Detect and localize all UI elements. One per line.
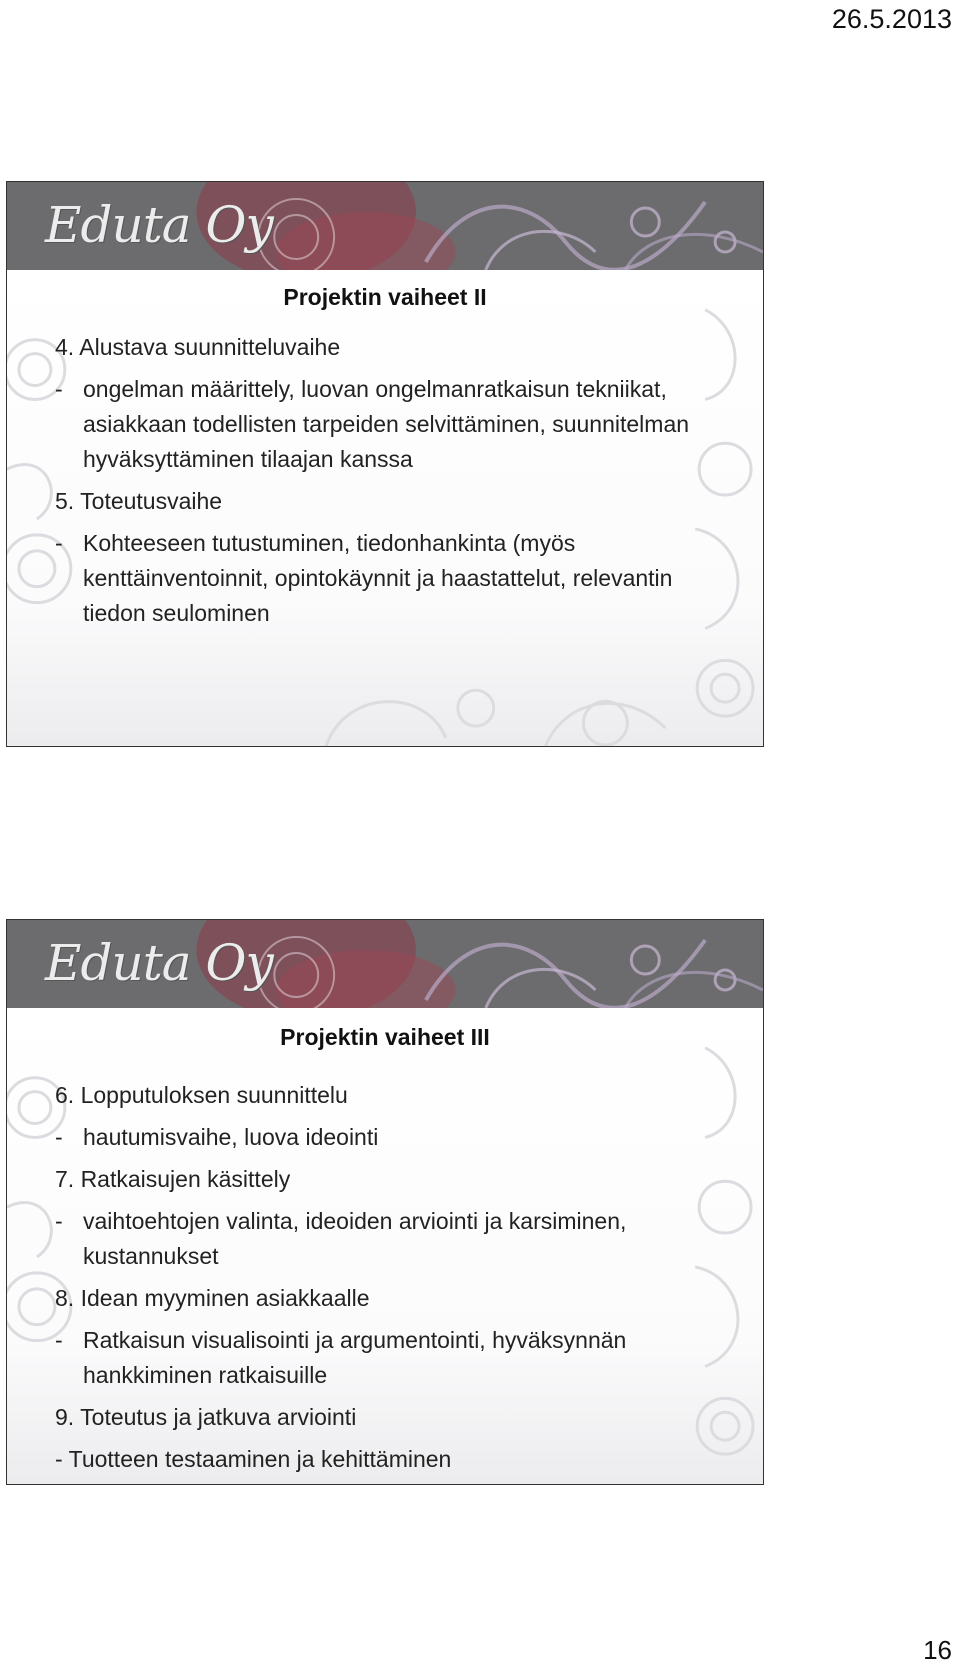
slide-projektin-vaiheet-3 — [6, 919, 764, 1485]
phase-detail: - vaihtoehtojen valinta, ideoiden arviointi ja karsiminen, kustannukset — [55, 1208, 627, 1269]
page-date: 26.5.2013 — [831, 4, 952, 34]
eduta-logo: Eduta Oy — [45, 196, 273, 254]
phase-detail: - Tuotteen testaaminen ja kehittäminen — [55, 1446, 452, 1472]
phase-heading: 4. Alustava suunnitteluvaihe — [55, 334, 341, 360]
slide-content — [55, 1078, 693, 1477]
slide-projektin-vaiheet-2 — [6, 181, 764, 747]
phase-detail: - ongelman määrittely, luovan ongelmanratkaisun tekniikat, asiakkaan todellisten tarpeiden selvittäminen, suunnitelman hyväksyttäminen tilaajan kanssa — [55, 376, 690, 472]
phase-heading: 5. Toteutusvaihe — [55, 488, 223, 514]
eduta-logo: Eduta Oy — [45, 934, 273, 992]
slide-header — [7, 920, 763, 1008]
slide-header — [7, 182, 763, 270]
phase-detail: - Kohteeseen tutustuminen, tiedonhankinta (myös kenttäinventoinnit, opintokäynnit ja haastattelut, relevantin tiedon seulominen — [55, 530, 673, 626]
phase-heading: 7. Ratkaisujen käsittely — [55, 1166, 291, 1192]
phase-detail: - hautumisvaihe, luova ideointi — [55, 1124, 379, 1150]
slide-content — [55, 330, 693, 631]
slide-title: Projektin vaiheet III — [280, 1024, 490, 1050]
phase-detail: - Ratkaisun visualisointi ja argumentointi, hyväksynnän hankkiminen ratkaisuille — [55, 1327, 627, 1388]
phase-heading: 9. Toteutus ja jatkuva arviointi — [55, 1404, 357, 1430]
slide-title: Projektin vaiheet II — [283, 284, 487, 310]
phase-heading: 6. Lopputuloksen suunnittelu — [55, 1082, 348, 1108]
page-number: 16 — [923, 1635, 952, 1665]
phase-heading: 8. Idean myyminen asiakkaalle — [55, 1285, 370, 1311]
